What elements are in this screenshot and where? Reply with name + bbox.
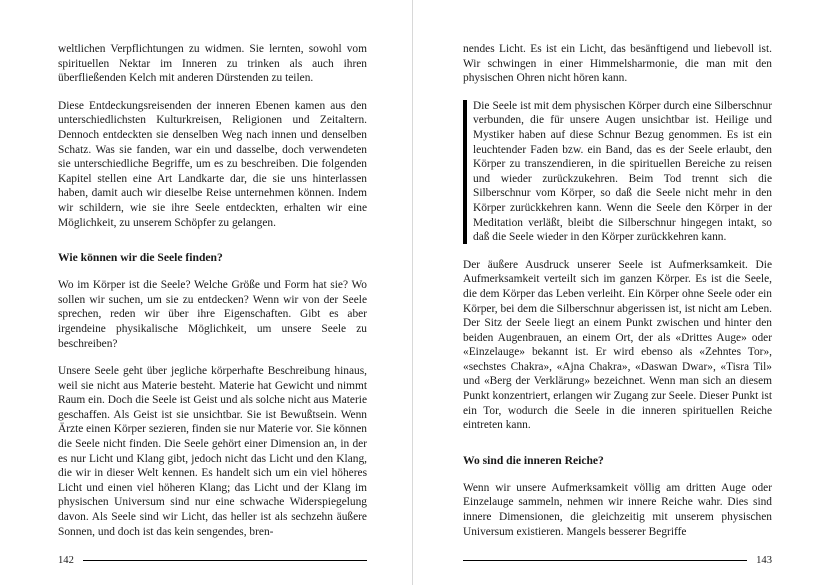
page-right-text-column [463,42,772,539]
paragraph: weltlichen Verpflichtungen zu widmen. Sie lernten, sowohl vom spirituellen Nektar im Inneren zu trinken als auch ihren überfließenden Kelch mit anderen Dürstenden zu teilen. [58,43,367,85]
footer-rule [463,560,747,561]
page-number: 142 [58,554,74,566]
quote-accent-bar [463,100,467,244]
paragraph: Unsere Seele geht über jegliche körperhafte Beschreibung hinaus, weil sie nicht aus Materie besteht. Materie hat Gewicht und nimmt Raum ein. Doch die Seele ist Geist und als solche nicht aus Materie geschaffen. Als Geist ist sie unsichtbar. Sie ist Bewußtsein. Wenn Ärzte einen Körper sezieren, finden sie nur Materie vor. Sie können die Seele nicht finden. Die Seele gehört einer Dimension an, in der es nur Licht und Klang gibt, jedoch nicht das Licht und den Klang, die wir in dieser Welt kennen. Es handelt sich um ein viel höheres Licht und einen viel höheren Klang; das Licht und der Klang im physischen Universum sind nur eine schwache Widerspiegelung davon. Als Seele sind wir Licht, das heller ist als sechzehn äußere Sonnen, und doch ist das kein sengendes, bren- [58,365,367,538]
page-left [0,0,415,585]
page-right [415,0,830,585]
paragraph: Diese Entdeckungsreisenden der inneren Ebenen kamen aus den unterschiedlichsten Kulturkreisen, Religionen und Zeitaltern. Dennoch entdeckten sie denselben Weg nach innen und denselben Schatz. Was sie fanden, war ein und dasselbe, doch verwendeten sie unterschiedliche Begriffe, um es zu beschreiben. Die folgenden Kapitel stellen eine Art Landkarte dar, die sie uns hinterlassen haben, damit auch wir dieselbe Reise unternehmen können. Indem wir schildern, wie sie ihre Seele entdeckten, erhalten wir eine Möglichkeit, zu unserem Schöpfer zu gelangen. [58,99,367,229]
page-footer-left [58,553,367,567]
paragraph: nendes Licht. Es ist ein Licht, das besänftigend und liebevoll ist. Wir schwingen in einer Himmelsharmonie, die man mit den physischen Ohren nicht hören kann. [463,43,772,85]
pull-quote-block [463,99,772,245]
paragraph: Wenn wir unsere Aufmerksamkeit völlig am dritten Auge oder Einzelauge sammeln, nehmen wir innere Reiche wahr. Dies sind innere Dimensionen, die gleichzeitig mit unserem physischen Universum existieren. Mangels besserer Begriffe [463,481,772,538]
pull-quote-text: Die Seele ist mit dem physischen Körper durch eine Silberschnur verbunden, die für unsere Augen unsichtbar ist. Heilige und Mystiker haben auf diese Schnur Bezug genommen. Es ist ein leuchtender Faden bzw. ein Band, das es der Seele erlaubt, den Körper zu transzendieren, in die spirituellen Bereiche zu reisen und wieder zurückzukehren. Beim Tod trennt sich die Silberschnur vom Körper, so daß die Seele nicht mehr in den Körper zurückkehren kann. Wenn die Seele den Körper in der Meditation verläßt, bleibt die Silberschnur hingegen intakt, so daß die Seele wieder in den Körper zurückkehren kann. [473,99,772,244]
paragraph: Der äußere Ausdruck unserer Seele ist Aufmerksamkeit. Die Aufmerksamkeit verteilt sich im ganzen Körper. Es ist die Seele, die dem Körper das Leben verleiht. Ein Körper ohne Seele oder ein Körper, bei dem die Silberschnur abgerissen ist, ist nicht am Leben. Der Sitz der Seele liegt an einem Punkt zwischen und hinter den beiden Augenbrauen, an einem Ort, der als «Drittes Auge» oder «Einzelauge» bekannt ist. Er wird ebenso als «Zehntes Tor», «sechstes Chakra», «Ajna Chakra», «Daswan Dwar», «Tisra Til» und «Berg der Verklärung» bezeichnet. Wenn man sich an diesem Punkt konzentriert, erlangen wir Zugang zur Seele. Dieser Punkt ist ein Tor, wodurch die Seele in die inneren spirituellen Reiche eintreten kann. [463,258,772,432]
paragraph: Wo im Körper ist die Seele? Welche Größe und Form hat sie? Wo sollen wir suchen, um sie zu entdecken? Wenn wir von der Seele sprechen, reden wir über ihre Eigenschaften. Gibt es aber irgendeine physikalische Möglichkeit, um unsere Seele zu beschreiben? [58,279,367,350]
section-heading-soul: Wie können wir die Seele finden? [58,251,223,265]
footer-rule [83,560,367,561]
page-footer-right [463,553,772,567]
section-heading-inner-realms: Wo sind die inneren Reiche? [463,453,604,467]
page-number: 143 [756,554,772,566]
page-left-text-column [58,42,367,539]
